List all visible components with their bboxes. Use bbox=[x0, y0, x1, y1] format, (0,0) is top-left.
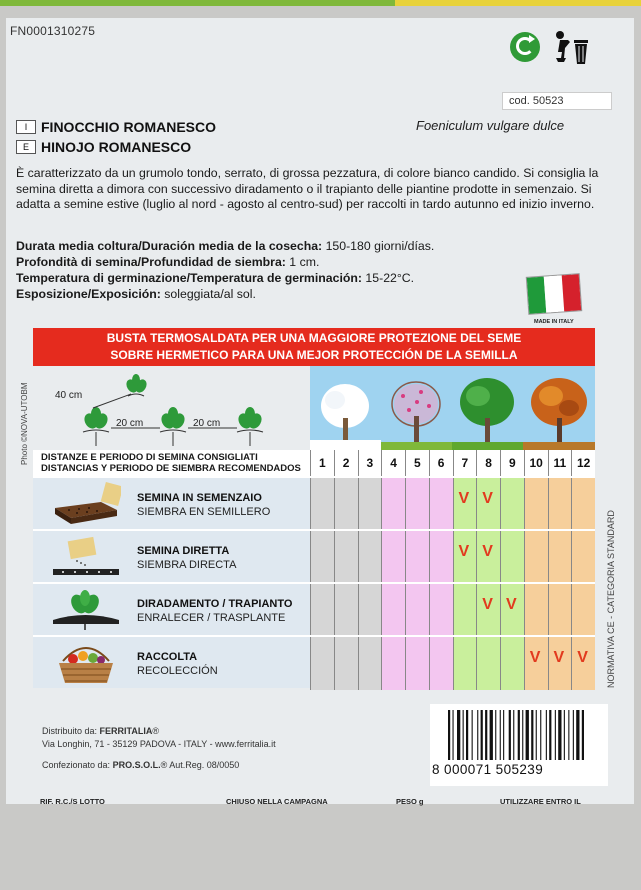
month-tick: V bbox=[482, 596, 493, 613]
banner-line-it: BUSTA TERMOSALDATA PER UNA MAGGIORE PROTEZIONE DEL SEME bbox=[106, 331, 522, 345]
month-tick: V bbox=[482, 490, 493, 507]
month-column-3 bbox=[358, 450, 382, 690]
barcode-bar bbox=[477, 710, 478, 760]
month-number: 3 bbox=[359, 450, 382, 476]
seedling-icon bbox=[51, 588, 121, 632]
month-tick: V bbox=[529, 649, 541, 666]
distributed-by: Distribuito da: FERRITALIA® bbox=[42, 726, 159, 736]
month-tick: V bbox=[506, 596, 517, 613]
italy-flag bbox=[527, 274, 581, 314]
recycle-icon bbox=[510, 32, 540, 62]
row-semenzaio-it: SEMINA IN SEMENZAIO bbox=[137, 492, 262, 504]
month-number: 2 bbox=[335, 450, 358, 476]
month-number: 11 bbox=[549, 450, 572, 476]
barcode-bar bbox=[503, 710, 504, 760]
barcode-bar bbox=[509, 710, 511, 760]
barcode-bar bbox=[453, 710, 454, 760]
month-column-8 bbox=[476, 450, 500, 690]
month-number: 10 bbox=[525, 450, 548, 476]
month-column-4 bbox=[381, 450, 405, 690]
barcode-bar bbox=[463, 710, 464, 760]
month-number: 1 bbox=[311, 450, 334, 476]
month-column-9 bbox=[500, 450, 524, 690]
distances-heading bbox=[33, 450, 310, 476]
seed-packet-icon bbox=[51, 535, 121, 579]
banner-line-es: SOBRE HERMETICO PARA UNA MEJOR PROTECCIÓN DE LA SEMILLA bbox=[110, 348, 518, 362]
row-raccolta bbox=[33, 635, 310, 688]
barcode-bar bbox=[555, 710, 556, 760]
red-banner bbox=[33, 328, 595, 366]
month-number: 12 bbox=[572, 450, 595, 476]
barcode-bar bbox=[536, 710, 537, 760]
season-spring-tree bbox=[381, 366, 452, 450]
row-diradamento-it: DIRADAMENTO / TRAPIANTO bbox=[137, 598, 293, 610]
plant-distance-label-2: 20 cm bbox=[193, 418, 221, 429]
month-column-6 bbox=[429, 450, 453, 690]
barcode-bar bbox=[576, 710, 579, 760]
barcode-digits: 8 000071 505239 bbox=[432, 762, 544, 777]
season-winter-tree bbox=[310, 366, 381, 450]
barcode-bar bbox=[448, 710, 450, 760]
barcode-bar bbox=[531, 710, 533, 760]
top-color-strip bbox=[0, 0, 641, 6]
barcode bbox=[446, 710, 602, 760]
month-column-7 bbox=[453, 450, 477, 690]
row-diretta bbox=[33, 529, 310, 582]
barcode-bar bbox=[564, 710, 565, 760]
made-in-italy: MADE IN ITALY bbox=[534, 319, 574, 325]
month-number: 4 bbox=[382, 450, 405, 476]
month-column-5 bbox=[405, 450, 429, 690]
month-number: 8 bbox=[477, 450, 500, 476]
month-tick: V bbox=[458, 543, 470, 560]
barcode-bar bbox=[518, 710, 520, 760]
flag-red bbox=[561, 274, 581, 311]
row-raccolta-it: RACCOLTA bbox=[137, 651, 198, 663]
title-it-row bbox=[16, 119, 216, 135]
barcode-bar bbox=[495, 710, 496, 760]
barcode-bar bbox=[582, 710, 584, 760]
month-column-1 bbox=[310, 450, 334, 690]
month-number: 5 bbox=[406, 450, 429, 476]
title-es: HINOJO ROMANESCO bbox=[41, 139, 192, 155]
campaign-label: CHIUSO NELLA CAMPAGNA bbox=[226, 797, 328, 806]
barcode-bar bbox=[485, 710, 487, 760]
month-column-2 bbox=[334, 450, 358, 690]
month-number: 9 bbox=[501, 450, 524, 476]
title-es-row bbox=[16, 139, 191, 155]
barcode-bar bbox=[466, 710, 468, 760]
plant-distance-label-1: 20 cm bbox=[116, 418, 144, 429]
grid-row-separator bbox=[310, 529, 595, 531]
season-autumn-tree bbox=[523, 366, 595, 450]
barcode-bar bbox=[457, 710, 460, 760]
month-tick: V bbox=[577, 649, 588, 666]
distances-illustration bbox=[33, 366, 310, 450]
barcode-bar bbox=[522, 710, 523, 760]
barcode-bar bbox=[568, 710, 569, 760]
barcode-bar bbox=[513, 710, 514, 760]
distances-heading-it: DISTANZE E PERIODO DI SEMINA CONSIGLIATI bbox=[41, 452, 258, 463]
lang-es-box: E bbox=[16, 140, 36, 154]
row-diretta-it: SEMINA DIRETTA bbox=[137, 545, 230, 557]
barcode-bar bbox=[500, 710, 501, 760]
row-diretta-es: SIEMBRA DIRECTA bbox=[137, 559, 237, 571]
row-semenzaio-es: SIEMBRA EN SEMILLERO bbox=[137, 506, 271, 518]
normativa-label: NORMATIVA CE - CATEGORIA STANDARD bbox=[606, 510, 616, 688]
bin-icon bbox=[552, 28, 592, 66]
photo-credit: Photo ©NOVA-UTOBM bbox=[20, 382, 29, 465]
season-summer-tree bbox=[452, 366, 523, 450]
spacing-diagram bbox=[33, 366, 310, 450]
grid-row-separator bbox=[310, 476, 595, 478]
lang-it-box: I bbox=[16, 120, 36, 134]
barcode-bar bbox=[546, 710, 547, 760]
distributor-address: Via Longhin, 71 - 35129 PADOVA - ITALY - www.ferritalia.it bbox=[42, 739, 276, 749]
info-depth: Profondità di semina/Profundidad de siembra: 1 cm. bbox=[16, 255, 320, 269]
basket-icon bbox=[51, 641, 121, 685]
cod-label: cod. 50523 bbox=[502, 92, 612, 110]
barcode-bar bbox=[481, 710, 483, 760]
row-raccolta-es: RECOLECCIÓN bbox=[137, 665, 218, 677]
latin-name: Foeniculum vulgare dulce bbox=[416, 118, 565, 133]
sowing-calendar-grid bbox=[310, 450, 595, 690]
row-diradamento bbox=[33, 582, 310, 635]
barcode-bar bbox=[549, 710, 551, 760]
title-it: FINOCCHIO ROMANESCO bbox=[41, 119, 216, 135]
lot-label: RIF. R.C./S LOTTO bbox=[40, 797, 105, 806]
barcode-bar bbox=[558, 710, 561, 760]
description: È caratterizzato da un grumolo tondo, serrato, di grossa pezzatura, di colore bianco candido. Si consiglia la semina diretta a dimora con successivo diradamento o il trapianto delle piantine prodotte in semenzaio. Si adatta a semine estive (luglio al nord - agosto al centro-sud) per raccolti in tardo autunno ed inizio inverno. bbox=[16, 166, 599, 211]
info-temperature: Temperatura di germinazione/Temperatura de germinación: 15-22°C. bbox=[16, 271, 415, 285]
seed-tray-icon bbox=[51, 482, 121, 526]
barcode-bar bbox=[573, 710, 574, 760]
row-diradamento-es: ENRALECER / TRASPLANTE bbox=[137, 612, 286, 624]
row-distance-label: 40 cm bbox=[55, 390, 83, 401]
barcode-bar bbox=[472, 710, 473, 760]
product-code: FN0001310275 bbox=[10, 24, 96, 38]
month-tick: V bbox=[553, 649, 565, 666]
barcode-bar bbox=[526, 710, 529, 760]
info-exposure: Esposizione/Exposición: soleggiata/al sol. bbox=[16, 287, 256, 301]
packed-by: Confezionato da: PRO.S.O.L.® Aut.Reg. 08/0050 bbox=[42, 760, 240, 770]
expiry-label: UTILIZZARE ENTRO IL bbox=[500, 797, 581, 806]
month-tick: V bbox=[482, 543, 493, 560]
distances-heading-es: DISTANCIAS Y PERIODO DE SIEMBRA RECOMENDADOS bbox=[41, 463, 301, 474]
barcode-bar bbox=[490, 710, 493, 760]
month-number: 6 bbox=[430, 450, 453, 476]
month-tick: V bbox=[458, 490, 470, 507]
row-semenzaio bbox=[33, 476, 310, 529]
grid-row-separator bbox=[310, 582, 595, 584]
grid-row-separator bbox=[310, 635, 595, 637]
month-number: 7 bbox=[454, 450, 477, 476]
weight-label: PESO g bbox=[396, 797, 424, 806]
info-duration: Durata media coltura/Duración media de la cosecha: 150-180 giorni/días. bbox=[16, 239, 435, 253]
barcode-bar bbox=[540, 710, 541, 760]
